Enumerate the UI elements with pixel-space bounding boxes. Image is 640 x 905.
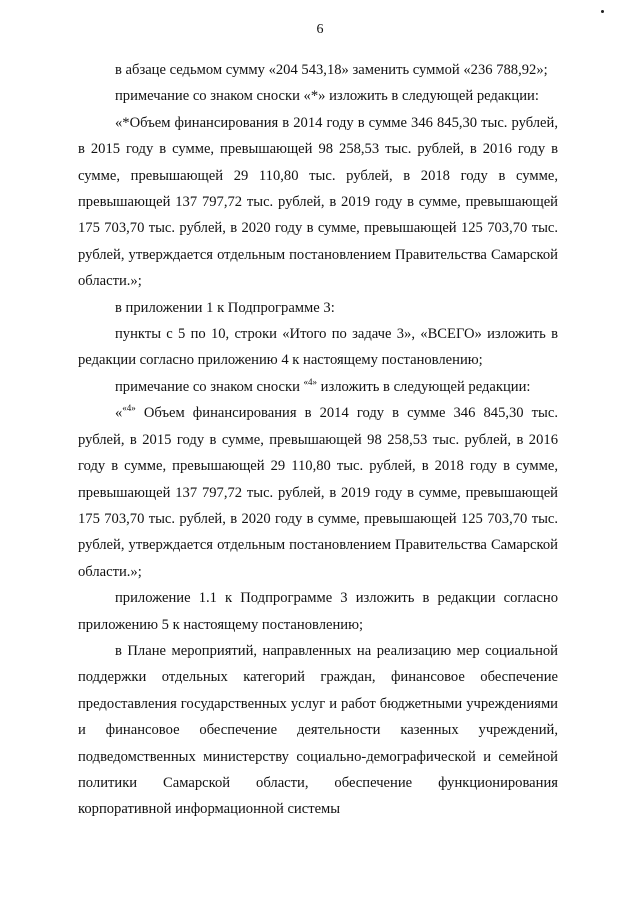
paragraph-items-5-10: пункты с 5 по 10, строки «Итого по задаче 3», «ВСЕГО» изложить в редакции согласно приложению 4 к настоящему постановлению; (78, 326, 558, 369)
paragraph-amount-replacement: в абзаце седьмом сумму «204 543,18» заменить суммой «236 788,92»; (115, 62, 548, 78)
footnote-4-text-before: « (115, 405, 123, 422)
paragraph-appendix-1-1: приложение 1.1 к Подпрограмме 3 изложить в редакции согласно приложению 5 к настоящему постановлению; (78, 590, 558, 633)
footnote-4-intro-after: изложить в следующей редакции: (317, 378, 531, 395)
paragraph-footnote-4-text (78, 400, 558, 585)
footnote-4-text-after: Объем финансирования в 2014 году в сумме 346 845,30 тыс. рублей, в 2015 году в сумме, превышающей 98 258,53 тыс. рублей, в 2016 году в сумме, превышающей 29 110,80 тыс. рублей, в 2018 году в сумме, превышающей 137 797,72 тыс. рублей, в 2019 году в сумме, превышающей 175 703,70 тыс. рублей, в 2020 году в сумме, превышающей 125 703,70 тыс. рублей, утверждается отдельным постановлением Правительства Самарской области.»; (78, 405, 558, 580)
page-number: 6 (316, 22, 324, 37)
footnote-4-intro-before: примечание со знаком сноски (115, 378, 304, 395)
paragraph-footnote-star-intro: примечание со знаком сноски «*» изложить в следующей редакции: (115, 88, 539, 105)
footnote-4-text-mark: «4» (122, 403, 136, 414)
paragraph-action-plan: в Плане мероприятий, направленных на реализацию мер социальной поддержки отдельных категорий граждан, финансовое обеспечение предоставления государственных услуг и работ бюджетными учреждениями и финансовое обеспечение деятельности казенных учреждений, подведомственных министерству социально-демографической и семейной политики Самарской области, обеспечение функционирования корпоративной информационной системы (78, 642, 558, 818)
document-body (78, 57, 558, 823)
scan-dot (601, 10, 604, 13)
paragraph-appendix-1-intro: в приложении 1 к Подпрограмме 3: (115, 299, 335, 316)
footnote-4-mark: «4» (303, 376, 318, 387)
paragraph-footnote-star-text: «*Объем финансирования в 2014 году в сумме 346 845,30 тыс. рублей, в 2015 году в сумме, превышающей 98 258,53 тыс. рублей, в 2016 году в сумме, превышающей 29 110,80 тыс. рублей, в 2018 году в сумме, превышающей 137 797,72 тыс. рублей, в 2019 году в сумме, превышающей 175 703,70 тыс. рублей, в 2020 году в сумме, превышающей 125 703,70 тыс. рублей, утверждается отдельным постановлением Правительства Самарской области.»; (78, 114, 558, 290)
paragraph-footnote-4-intro (78, 374, 558, 400)
